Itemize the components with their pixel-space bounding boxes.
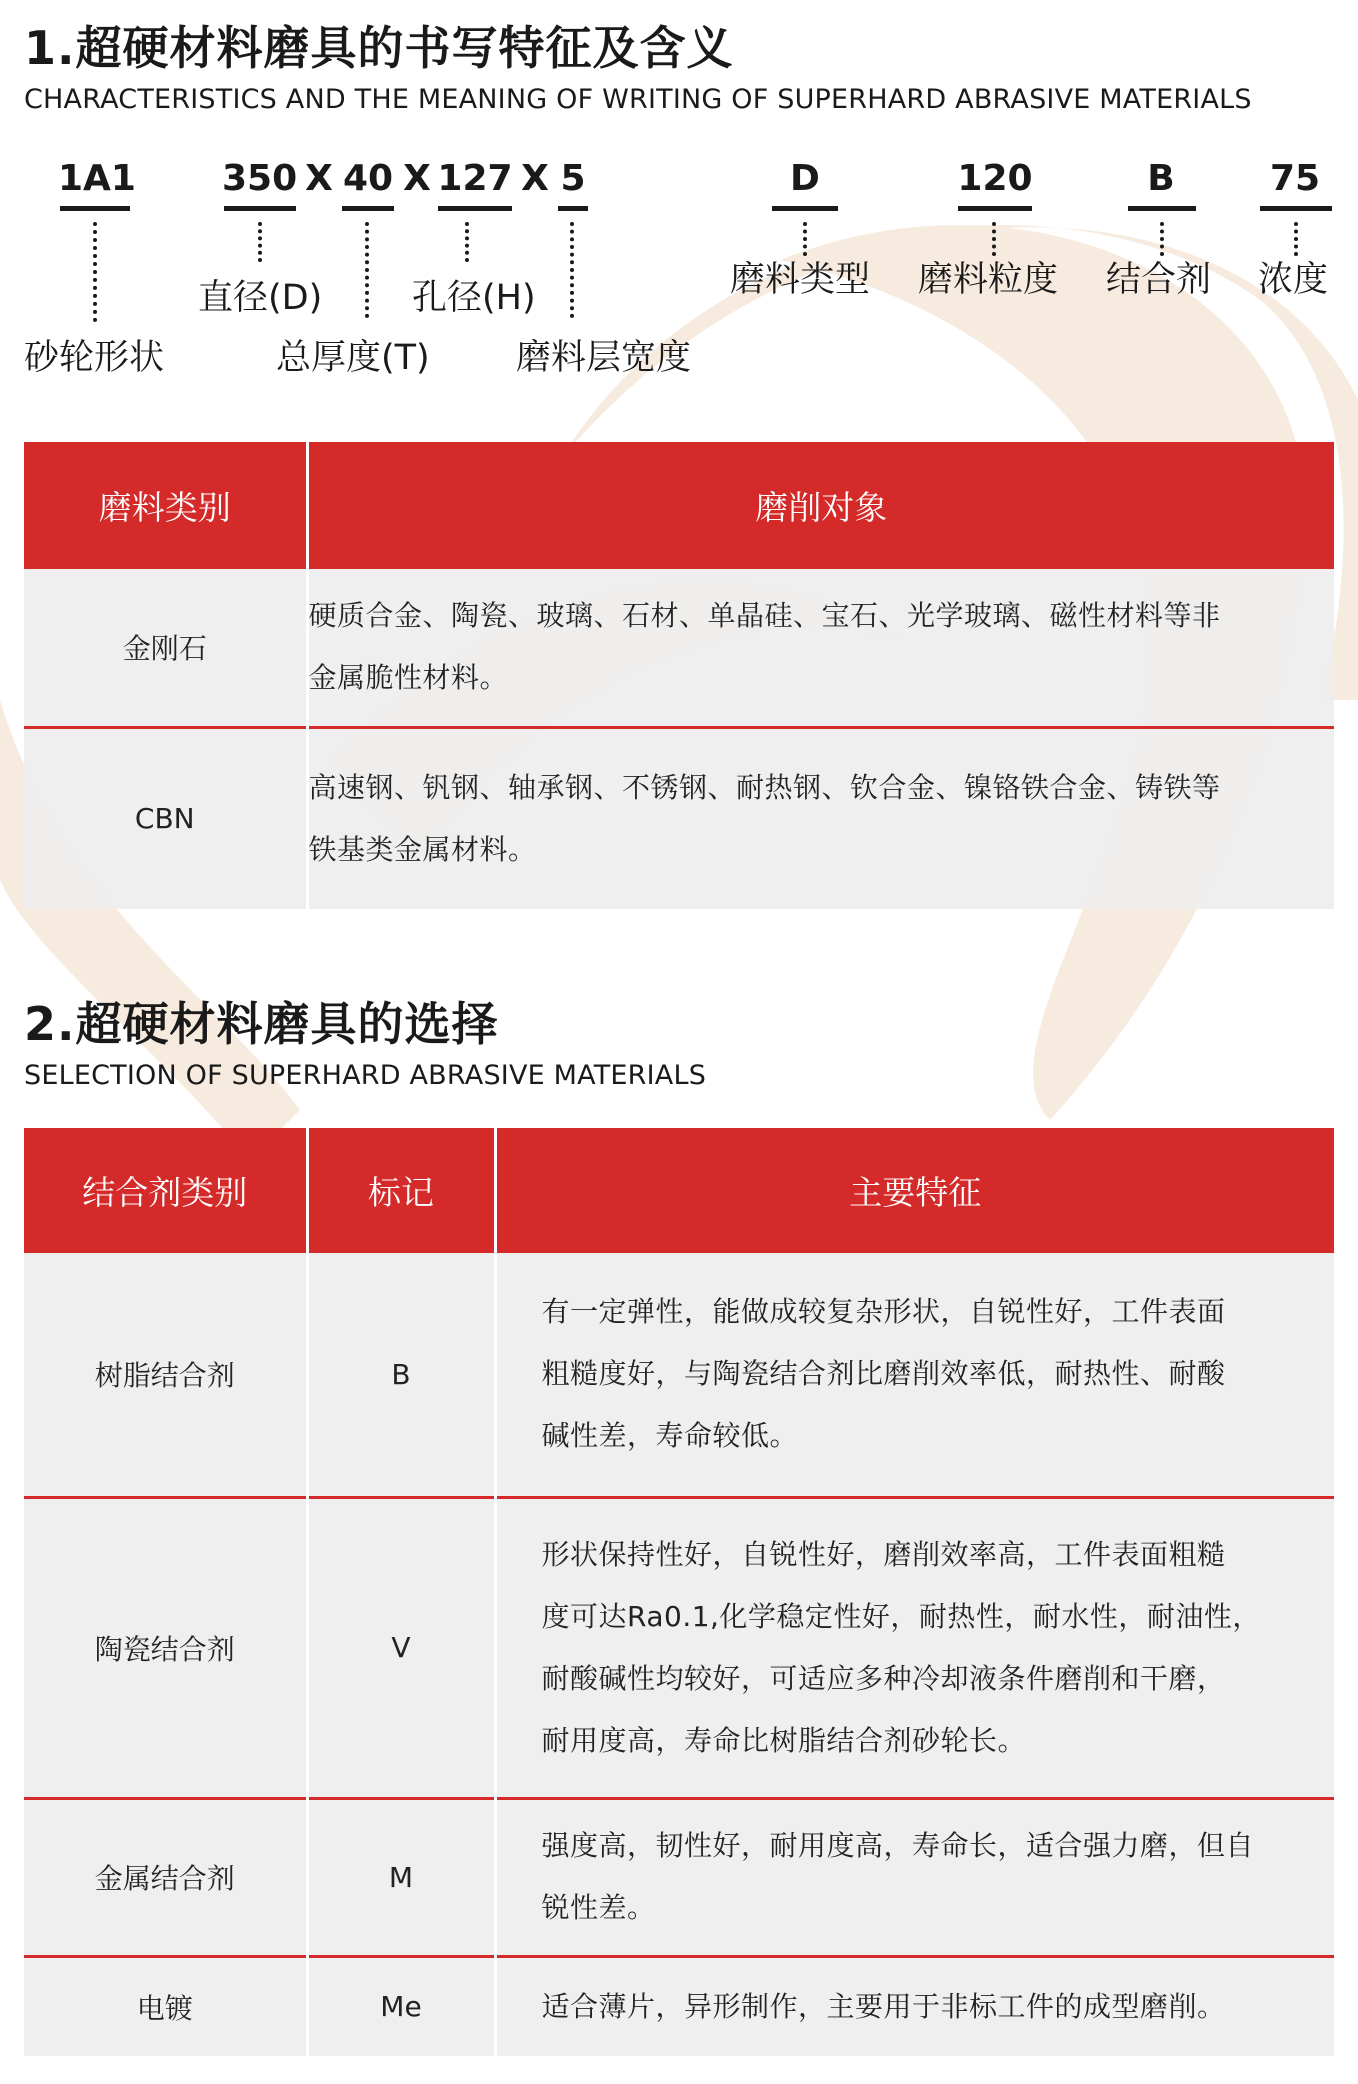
code-thickness: 40 (342, 158, 394, 199)
section1-subtitle: CHARACTERISTICS AND THE MEANING OF WRITING OF SUPERHARD ABRASIVE MATERIALS (24, 84, 1252, 115)
underline-hole (438, 206, 512, 211)
mark-cell: V (307, 1497, 495, 1798)
text-line: 耐用度高，寿命比树脂结合剂砂轮长。 (541, 1723, 1027, 1757)
label-concentration: 浓度 (1258, 260, 1329, 300)
label-thickness: 总厚度(T) (276, 338, 430, 378)
section1-title: 1.超硬材料磨具的书写特征及含义 (24, 21, 734, 75)
code-grit: 120 (957, 158, 1033, 199)
text-line: 硬质合金、陶瓷、玻璃、石材、单晶硅、宝石、光学玻璃、磁性材料等非 (308, 599, 1221, 633)
abrasive-category-cell: CBN (24, 727, 307, 909)
underline-thickness (342, 206, 394, 211)
abrasive-table (24, 442, 1334, 909)
bond-category-cell: 陶瓷结合剂 (24, 1497, 307, 1798)
text-line: 铁基类金属材料。 (308, 832, 537, 866)
dotted-leader-bond (1160, 222, 1164, 256)
dotted-leader-concentration (1294, 222, 1298, 256)
dotted-leader-diameter (258, 222, 262, 262)
text-line: 有一定弹性，能做成较复杂形状，自锐性好，工件表面 (541, 1295, 1226, 1329)
code-bond: B (1147, 158, 1175, 199)
text-line: 粗糙度好，与陶瓷结合剂比磨削效率低，耐热性、耐酸 (541, 1357, 1226, 1391)
features-cell (495, 1798, 1334, 1956)
dotted-leader-grit (992, 222, 996, 256)
grinding-object-cell (307, 569, 1334, 727)
table-row (24, 1956, 1334, 2056)
table-row (24, 727, 1334, 909)
header-grinding-object: 磨削对象 (307, 442, 1334, 569)
label-bond: 结合剂 (1106, 260, 1212, 300)
label-grit: 磨料粒度 (918, 260, 1059, 300)
header-abrasive-category: 磨料类别 (24, 442, 307, 569)
label-shape: 砂轮形状 (24, 338, 165, 378)
underline-grit (958, 206, 1032, 211)
text-line: 耐酸碱性均较好，可适应多种冷却液条件磨削和干磨， (541, 1661, 1226, 1695)
mark-cell: B (307, 1253, 495, 1497)
text-line: 适合薄片，异形制作，主要用于非标工件的成型磨削。 (541, 1989, 1226, 2023)
features-cell (495, 1253, 1334, 1497)
table-header-row (24, 442, 1334, 569)
underline-shape (60, 206, 130, 211)
code-hole: 127 (437, 158, 513, 199)
code-shape: 1A1 (58, 158, 136, 199)
grinding-object-cell (307, 727, 1334, 909)
code-x1: X (305, 158, 333, 199)
table-row (24, 1798, 1334, 1956)
label-diameter: 直径(D) (198, 278, 323, 318)
text-line: 锐性差。 (541, 1891, 656, 1924)
header-mark: 标记 (307, 1128, 495, 1253)
code-layer-width: 5 (560, 158, 586, 199)
text-line: 碱性差，寿命较低。 (541, 1419, 799, 1453)
bond-selection-table (24, 1128, 1334, 2056)
text-line: 强度高，韧性好，耐用度高，寿命长，适合强力磨，但自 (541, 1829, 1255, 1862)
label-hole: 孔径(H) (412, 278, 536, 318)
code-concentration: 75 (1269, 158, 1321, 199)
underline-abrasive-type (772, 206, 838, 211)
text-line: 度可达Ra0.1,化学稳定性好，耐热性，耐水性，耐油性， (541, 1599, 1261, 1633)
mark-cell: Me (307, 1956, 495, 2056)
text-line: 高速钢、钒钢、轴承钢、不锈钢、耐热钢、钦合金、镍铬铁合金、铸铁等 (308, 770, 1221, 804)
table-row (24, 569, 1334, 727)
table-row (24, 1253, 1334, 1497)
text-line: 金属脆性材料。 (308, 661, 509, 695)
code-x2: X (403, 158, 431, 199)
bond-category-cell: 电镀 (24, 1956, 307, 2056)
mark-cell: M (307, 1798, 495, 1956)
dotted-leader-shape (93, 222, 97, 322)
dotted-leader-hole (465, 222, 469, 262)
features-cell (495, 1956, 1334, 2056)
label-abrasive-type: 磨料类型 (730, 260, 871, 300)
label-layer-width: 磨料层宽度 (516, 338, 692, 378)
table-header-row (24, 1128, 1334, 1253)
underline-concentration (1260, 206, 1332, 211)
features-cell (495, 1497, 1334, 1798)
section2-title: 2.超硬材料磨具的选择 (24, 997, 499, 1051)
underline-layer-width (558, 206, 588, 211)
bond-category-cell: 金属结合剂 (24, 1798, 307, 1956)
bond-category-cell: 树脂结合剂 (24, 1253, 307, 1497)
underline-bond (1128, 206, 1196, 211)
code-x3: X (521, 158, 549, 199)
code-diameter: 350 (222, 158, 298, 199)
header-bond-category: 结合剂类别 (24, 1128, 307, 1253)
underline-diameter (224, 206, 296, 211)
code-abrasive-type: D (790, 158, 820, 199)
dotted-leader-abrasive-type (803, 222, 807, 256)
dotted-leader-thickness (365, 222, 369, 318)
section2-subtitle: SELECTION OF SUPERHARD ABRASIVE MATERIALS (24, 1060, 707, 1091)
abrasive-category-cell: 金刚石 (24, 569, 307, 727)
table-row (24, 1497, 1334, 1798)
header-main-features: 主要特征 (495, 1128, 1334, 1253)
dotted-leader-layer-width (570, 222, 574, 318)
text-line: 形状保持性好，自锐性好，磨削效率高，工件表面粗糙 (541, 1537, 1226, 1571)
